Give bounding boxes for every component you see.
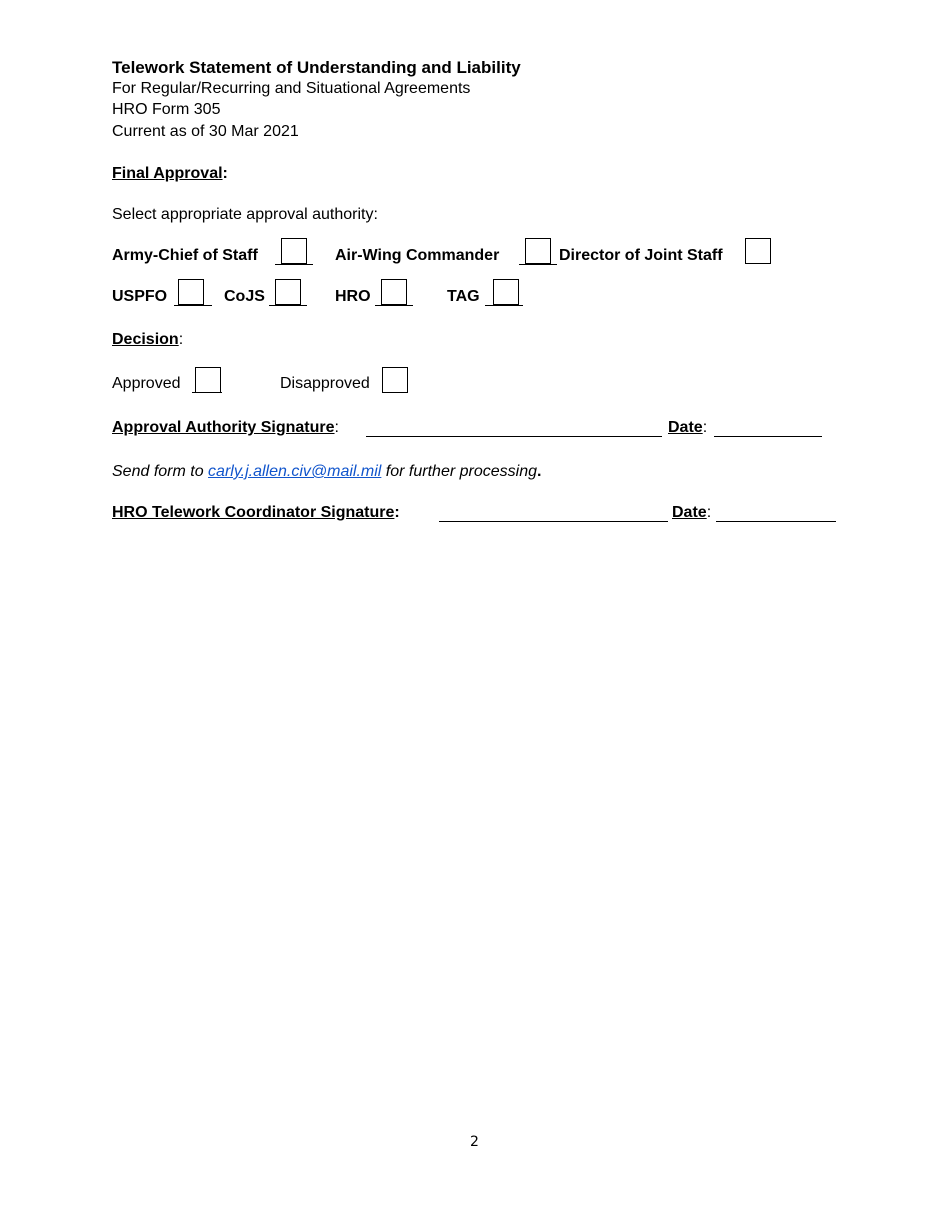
tag-checkbox[interactable] — [493, 279, 519, 305]
approval-signature-colon: : — [334, 419, 339, 436]
approval-instruction: Select appropriate approval authority: — [112, 206, 378, 223]
send-form-period: . — [536, 463, 542, 480]
approval-signature-label — [112, 420, 339, 436]
uspfo-underline — [174, 305, 212, 306]
uspfo-checkbox[interactable] — [178, 279, 204, 305]
send-form-email-link[interactable]: carly.j.allen.civ@mail.mil — [208, 463, 382, 480]
current-as-of: Current as of 30 Mar 2021 — [112, 123, 299, 140]
air-wing-commander-checkbox[interactable] — [525, 238, 551, 264]
hro-checkbox[interactable] — [381, 279, 407, 305]
hro-underline — [375, 305, 413, 306]
approval-date-label-text: Date — [668, 419, 703, 436]
coordinator-date-line[interactable] — [716, 521, 836, 522]
hro-label: HRO — [335, 288, 371, 305]
director-of-joint-staff-checkbox[interactable] — [745, 238, 771, 264]
final-approval-heading-text: Final Approval — [112, 165, 223, 182]
approval-signature-label-text: Approval Authority Signature — [112, 419, 335, 436]
form-number: HRO Form 305 — [112, 101, 221, 118]
air-wing-underline — [519, 264, 557, 265]
page-number: 2 — [470, 1134, 479, 1150]
decision-colon: : — [178, 331, 184, 348]
tag-underline — [485, 305, 523, 306]
approved-checkbox[interactable] — [195, 367, 221, 393]
uspfo-label: USPFO — [112, 288, 168, 305]
cojs-label: CoJS — [224, 288, 265, 305]
disapproved-label: Disapproved — [280, 375, 370, 392]
decision-heading — [112, 332, 183, 348]
disapproved-checkbox[interactable] — [382, 367, 408, 393]
approval-date-colon: : — [702, 419, 708, 436]
approval-signature-line[interactable] — [366, 436, 662, 437]
send-form-suffix: for further processing — [381, 463, 537, 480]
approved-label: Approved — [112, 375, 181, 392]
final-approval-colon: : — [222, 165, 228, 182]
tag-label: TAG — [447, 288, 480, 305]
coordinator-date-label-text: Date — [672, 504, 707, 521]
army-chief-of-staff-label: Army-Chief of Staff — [112, 247, 258, 264]
cojs-underline — [269, 305, 307, 306]
send-form-instruction — [112, 464, 541, 480]
decision-heading-text: Decision — [112, 331, 179, 348]
final-approval-heading — [112, 166, 228, 182]
director-of-joint-staff-label: Director of Joint Staff — [559, 247, 723, 264]
army-chief-of-staff-checkbox[interactable] — [281, 238, 307, 264]
coordinator-signature-colon: : — [394, 504, 400, 521]
send-form-prefix: Send form to — [112, 463, 209, 480]
air-wing-commander-label: Air-Wing Commander — [335, 247, 500, 264]
coordinator-signature-line[interactable] — [439, 521, 668, 522]
coordinator-signature-label — [112, 505, 400, 521]
coordinator-signature-label-text: HRO Telework Coordinator Signature — [112, 504, 395, 521]
coordinator-date-label — [672, 505, 711, 521]
document-title: Telework Statement of Understanding and Liability — [112, 58, 521, 77]
document-subtitle: For Regular/Recurring and Situational Agreements — [112, 80, 471, 97]
cojs-checkbox[interactable] — [275, 279, 301, 305]
approval-date-line[interactable] — [714, 436, 822, 437]
coordinator-date-colon: : — [706, 504, 712, 521]
approval-date-label — [668, 420, 707, 436]
army-chief-underline — [275, 264, 313, 265]
